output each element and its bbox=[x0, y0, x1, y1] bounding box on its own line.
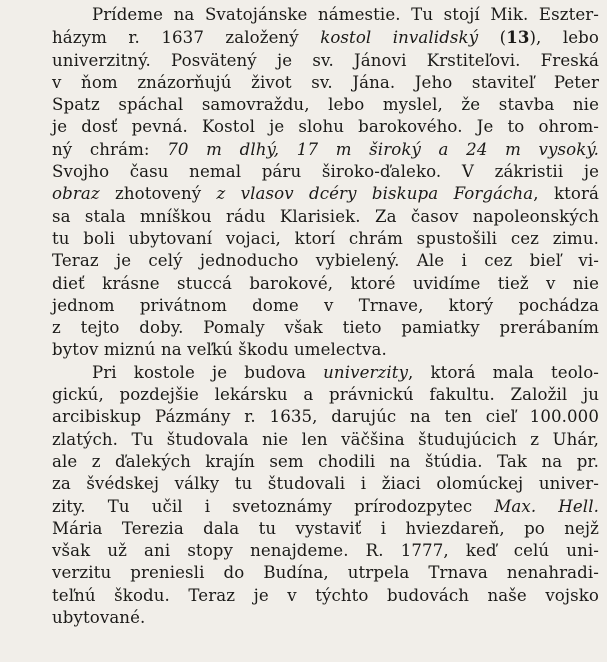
text-run: je dosť pevná. Kostol je slohu barokového. Je to ohrom- bbox=[52, 117, 599, 137]
text-run: ), lebo bbox=[529, 28, 599, 48]
text-line bbox=[12, 362, 599, 384]
text-line bbox=[12, 451, 599, 473]
italic-run: obraz bbox=[52, 184, 100, 204]
text-line bbox=[12, 518, 599, 540]
text-line bbox=[12, 339, 599, 361]
text-run: však už ani stopy nenajdeme. R. 1777, keď celú uni- bbox=[52, 541, 599, 561]
text-run: ale z ďalekých krajín sem chodili na štúdia. Tak na pr. bbox=[52, 451, 599, 471]
text-line bbox=[12, 183, 599, 205]
text-run: arcibiskup Pázmány r. 1635, darujúc na ten cieľ 100.000 bbox=[52, 407, 599, 427]
text-line bbox=[12, 94, 599, 116]
text-run: házym r. 1637 založený bbox=[52, 28, 321, 48]
text-run: ( bbox=[478, 28, 507, 48]
text-run: , ktorá bbox=[533, 184, 600, 204]
italic-run: z vlasov dcéry biskupa Forgácha bbox=[216, 184, 534, 204]
paragraph-1 bbox=[12, 4, 599, 362]
text-run: zlatých. Tu študovala nie len väčšina študujúcich z Uhár, bbox=[52, 429, 599, 449]
text-line bbox=[12, 384, 599, 406]
text-run: ubytované. bbox=[52, 608, 146, 628]
text-run: tu boli ubytovaní vojaci, ktorí chrám spustošili cez zimu. bbox=[52, 228, 599, 248]
text-run: Pri kostole je budova bbox=[92, 362, 324, 382]
text-run: zity. Tu učil i svetoznámy prírodozpytec bbox=[52, 496, 495, 516]
text-run: Spatz spáchal samovraždu, lebo myslel, že stavba nie bbox=[52, 95, 599, 115]
text-line bbox=[12, 72, 599, 94]
text-line bbox=[12, 585, 599, 607]
text-line bbox=[12, 295, 599, 317]
text-run: gickú, pozdejšie lekársku a právnickú fakultu. Založil ju bbox=[52, 385, 599, 405]
italic-run: univerzity bbox=[323, 362, 409, 382]
text-line bbox=[12, 250, 599, 272]
text-line bbox=[12, 206, 599, 228]
text-run: Svojho času nemal páru široko-ďaleko. V zákristii je bbox=[52, 162, 599, 182]
text-run: za švédskej války tu študovali i žiaci olomúckej univer- bbox=[52, 474, 599, 494]
italic-run: 70 m dlhý, 17 m široký a 24 m vysoký. bbox=[167, 139, 599, 159]
text-run: Teraz je celý jednoducho vybielený. Ale i cez bieľ vi- bbox=[52, 251, 599, 271]
text-line bbox=[12, 406, 599, 428]
text-line bbox=[12, 496, 599, 518]
text-run: univerzitný. Posvätený je sv. Jánovi Krstiteľovi. Freská bbox=[52, 50, 599, 70]
text-run: bytov miznú na veľkú škodu umelectva. bbox=[52, 340, 387, 360]
text-line bbox=[12, 26, 599, 49]
text-line bbox=[12, 116, 599, 138]
text-run: v ňom znázorňujú život sv. Jána. Jeho staviteľ Peter bbox=[52, 72, 599, 92]
text-run: Mária Terezia dala tu vystaviť i hviezdareň, po nejž bbox=[52, 518, 599, 538]
text-line bbox=[12, 317, 599, 339]
text-line bbox=[12, 161, 599, 183]
text-run: dieť krásne stuccá barokové, ktoré uvidíme tiež v nie bbox=[52, 273, 599, 293]
text-line bbox=[12, 607, 599, 629]
text-line bbox=[12, 4, 599, 26]
paragraph-2 bbox=[12, 362, 599, 630]
text-line bbox=[12, 540, 599, 562]
text-run: , ktorá mala teolo- bbox=[408, 362, 599, 382]
text-line bbox=[12, 50, 599, 72]
text-run: sa stala mníškou rádu Klarisiek. Za časov napoleonských bbox=[52, 206, 599, 226]
text-run: ný chrám: bbox=[52, 139, 168, 159]
text-run: jednom privátnom dome v Trnave, ktorý pochádza bbox=[52, 295, 599, 315]
text-run: Prídeme na Svatojánske námestie. Tu stojí Mik. Eszter- bbox=[92, 5, 599, 24]
text-line bbox=[12, 228, 599, 250]
italic-run: Max. Hell. bbox=[494, 496, 599, 516]
italic-run: kostol invalidský bbox=[320, 28, 479, 48]
text-line bbox=[12, 273, 599, 295]
text-run: zhotovený bbox=[99, 184, 217, 204]
text-line bbox=[12, 429, 599, 451]
text-run: teľnú škodu. Teraz je v týchto budovách naše vojsko bbox=[52, 585, 599, 605]
text-line bbox=[12, 139, 599, 161]
text-line bbox=[12, 562, 599, 584]
text-line bbox=[12, 473, 599, 495]
text-run: z tejto doby. Pomaly však tieto pamiatky prerábaním bbox=[52, 318, 599, 338]
text-run: verzitu preniesli do Budína, utrpela Trnava nenahradi- bbox=[52, 563, 599, 583]
map-reference-number: 13 bbox=[506, 27, 530, 48]
